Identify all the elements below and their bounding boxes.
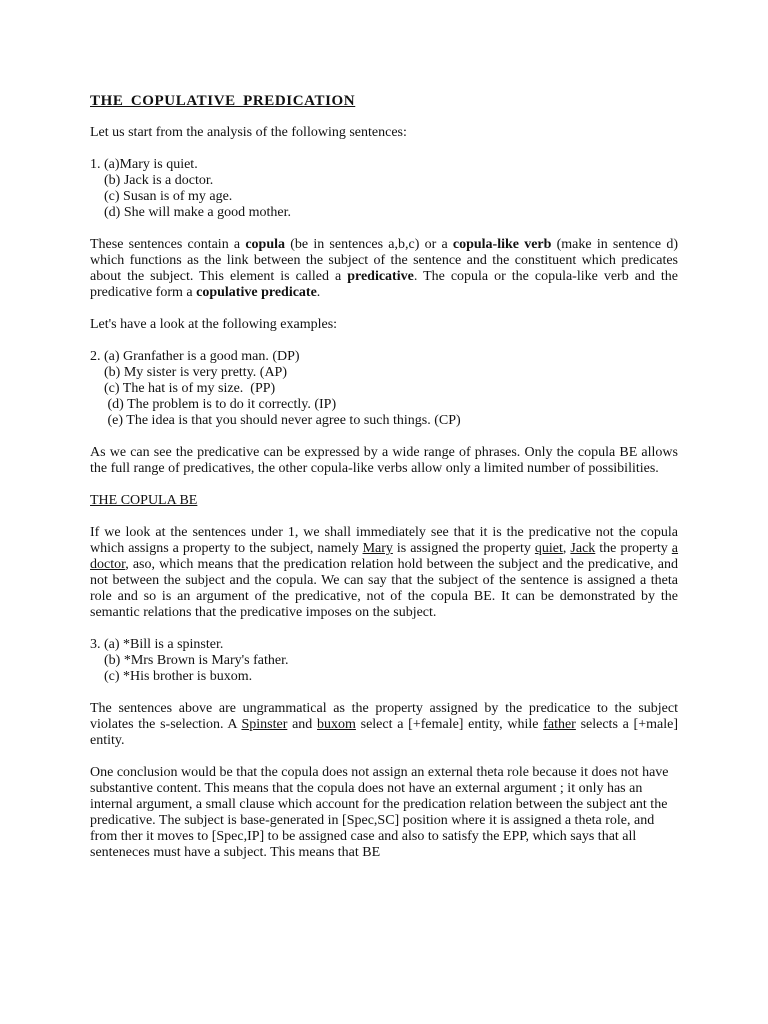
text-run: the property — [595, 541, 672, 556]
text-run: selects a [+male] entity. — [90, 717, 678, 748]
text-run: If we look at the sentences under 1, we shall immediately see that it is the predicative not the copula which assigns a property to the subject, namely — [90, 525, 678, 556]
intro-paragraph: Let us start from the analysis of the following sentences: — [90, 125, 407, 140]
text-run: select a [+female] entity, while — [355, 717, 544, 732]
range-paragraph: As we can see the predicative can be expressed by a wide range of phrases. Only the copula BE allows the full range of predicatives, the other copula-like verbs allow only a limited number of possibilities. — [90, 445, 678, 476]
ungrammatical-paragraph — [90, 701, 678, 749]
term-spinster: Spinster — [241, 717, 288, 732]
list-item: (c) *His brother is buxom. — [90, 669, 253, 684]
list-item: (b) Jack is a doctor. — [90, 173, 214, 188]
examples-intro-paragraph: Let's have a look at the following examples: — [90, 317, 338, 332]
list-item: (d) The problem is to do it correctly. (IP) — [90, 397, 337, 412]
text-run: The sentences above are ungrammatical as the property assigned by the predicatice to the subject violates the s-selection. A — [90, 701, 678, 732]
text-run: and — [287, 717, 318, 732]
list-item: (e) The idea is that you should never agree to such things. (CP) — [90, 413, 461, 428]
term-jack: Jack — [570, 541, 596, 556]
text-run: (make in sentence d) which functions as the link between the subject of the sentence and the constituent which predicates about the subject. This element is called a — [90, 237, 678, 284]
term-quiet: quiet — [534, 541, 563, 556]
list-item: (b) *Mrs Brown is Mary's father. — [90, 653, 289, 668]
example-list-1 — [90, 157, 678, 221]
list-item: (b) My sister is very pretty. (AP) — [90, 365, 288, 380]
term-copula: copula — [245, 237, 286, 252]
term-buxom: buxom — [317, 717, 356, 732]
conclusion-paragraph: One conclusion would be that the copula does not assign an external theta role because it does not have substantive content. This means that the copula does not have an external argument ; it only has an internal argument, a small clause which account for the predication relation between the subject ant the predicative. The subject is base-generated in [Spec,SC] position where it is assigned a theta role, and from ther it moves to [Spec,IP] to be assigned case and also to satisfy the EPP, which says that all senteneces must have a subject. This means that BE — [90, 765, 669, 860]
copula-paragraph — [90, 237, 678, 301]
list-item: 3. (a) *Bill is a spinster. — [90, 637, 224, 652]
term-predicative: predicative — [347, 269, 414, 284]
list-item: (c) Susan is of my age. — [90, 189, 233, 204]
example-list-2 — [90, 349, 678, 429]
text-run: . The copula or the copula-like verb and the predicative form a — [90, 269, 678, 300]
page-title: THE COPULATIVE PREDICATION — [90, 93, 356, 109]
text-run: , aso, which means that the predication relation hold between the subject and the predicative, and not between the subject and the copula. We can say that the subject of the sentence is assigned a theta role and so is an argument of the predicative, not of the copula BE. It can be demonstrated by the semantic relations that the predicative imposes on the subject. — [90, 557, 678, 620]
document-body — [90, 93, 678, 877]
list-item: 2. (a) Granfather is a good man. (DP) — [90, 349, 300, 364]
list-item: (c) The hat is of my size. (PP) — [90, 381, 276, 396]
section-heading: THE COPULA BE — [90, 493, 198, 508]
list-item: 1. (a)Mary is quiet. — [90, 157, 198, 172]
text-run: (be in sentences a,b,c) or a — [285, 237, 453, 252]
copula-be-paragraph — [90, 525, 678, 621]
term-father: father — [543, 717, 576, 732]
text-run: is assigned the property — [392, 541, 535, 556]
text-run: . — [316, 285, 321, 300]
term-mary: Mary — [362, 541, 393, 556]
list-item: (d) She will make a good mother. — [90, 205, 292, 220]
term-copula-like-verb: copula-like verb — [452, 237, 552, 252]
term-a-doctor: a doctor — [90, 541, 679, 572]
example-list-3 — [90, 637, 678, 685]
text-run: , — [562, 541, 571, 556]
term-copulative-predicate: copulative predicate — [196, 285, 317, 300]
text-run: These sentences contain a — [90, 237, 246, 252]
